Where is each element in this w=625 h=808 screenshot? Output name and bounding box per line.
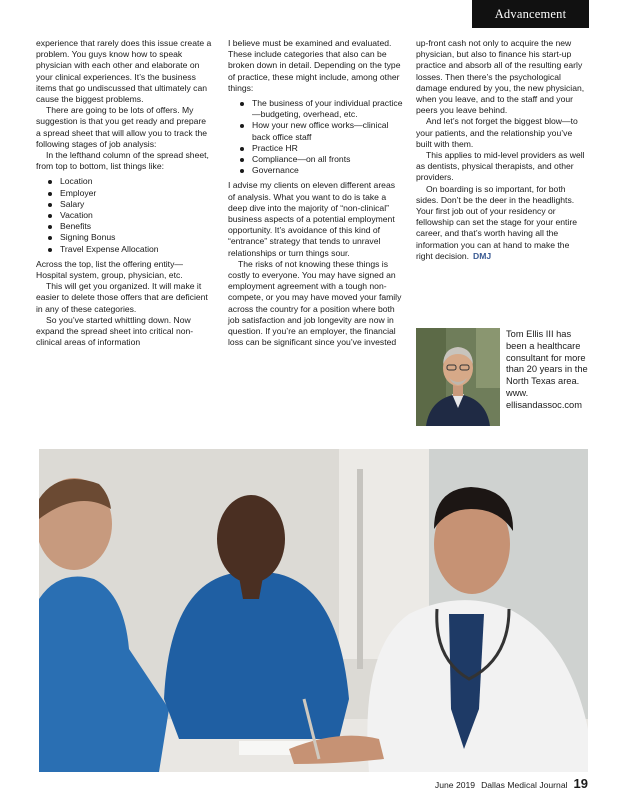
list-item: Vacation — [46, 210, 212, 221]
list-item: Governance — [238, 165, 404, 176]
publication-name: Dallas Medical Journal — [481, 780, 568, 790]
bullet-list — [228, 98, 404, 176]
bullet-list — [36, 176, 212, 254]
paragraph: Across the top, list the offering entity—Hospital system, group, physician, etc. — [36, 258, 183, 281]
paragraph: I advise my clients on eleven different areas of analysis. What you want to do is take a deep dive into the majority of “non-clinical” business aspects of a potential employment opportunity. It’s avoidance of this kind of “entrance” strategy that tends to unravel relationships or turn things sour. — [228, 180, 396, 258]
list-item: The business of your individual practice—budgeting, overhead, etc. — [238, 98, 404, 120]
article-column-1 — [36, 38, 212, 348]
paragraph-text: On boarding is so important, for both sides. Don’t be the deer in the headlights. Your first job out of your residency or fellowship can set the stage for your entire career, and that’s worth having all the information you can at hand to make the right decision. — [416, 183, 577, 261]
paragraph: The risks of not knowing these things is costly to everyone. You may have signed an employment agreement with a tough non-compete, or you may have moved your family across the country for a position where both job satisfaction and job longevity are now in question. If you’re an employer, the financial loss can be significant since you’ve invested — [228, 258, 402, 348]
list-item: Compliance—on all fronts — [238, 154, 404, 165]
issue-date: June 2019 — [434, 780, 476, 790]
paragraph: And let’s not forget the biggest blow—to your patients, and the relationship you’ve built with them. — [416, 116, 578, 149]
doctors-meeting-illustration-icon — [39, 449, 588, 772]
list-item: Benefits — [46, 221, 212, 232]
author-bio: Tom Ellis III has been a healthcare consultant for more than 20 years in the North Texas area. www. ellisandassoc.com — [506, 329, 588, 410]
paragraph: experience that rarely does this issue create a problem. You guys know how to speak physician with each other and elaborate on your clinical experiences. It’s the business items that go undiscussed that ultimately can cause the biggest problems. — [36, 38, 212, 105]
article-column-3 — [416, 38, 588, 262]
list-item: Practice HR — [238, 143, 404, 154]
author-photo — [416, 328, 500, 426]
list-item: Travel Expense Allocation — [46, 244, 212, 255]
paragraph: up-front cash not only to acquire the new physician, but also to finance his start-up practice and absorb all of the resulting early losses. Then there’s the psychological damage endured by you, the new physician, when you leave, and to the staff and your peers you leave behind. — [416, 38, 585, 116]
list-item: How your new office works—clinical back office staff — [238, 120, 404, 142]
paragraph: This applies to mid-level providers as well as dentists, physical therapists, and other providers. — [416, 150, 585, 183]
paragraph — [416, 184, 588, 262]
list-item: Employer — [46, 188, 212, 199]
page-number: 19 — [573, 776, 588, 791]
page-footer — [420, 776, 588, 792]
paragraph: So you’ve started whittling down. Now expand the spread sheet into critical non-clinical areas of information — [36, 314, 194, 348]
author-portrait-icon — [416, 328, 500, 426]
paragraph: This will get you organized. It will make it easier to delete those offers that are deficient in any of these categories. — [36, 281, 208, 314]
list-item: Salary — [46, 199, 212, 210]
article-photo — [39, 449, 588, 772]
end-mark: DMJ — [473, 250, 492, 261]
paragraph: In the lefthand column of the spread sheet, from top to bottom, list things like: — [36, 150, 209, 172]
paragraph: There are going to be lots of offers. My suggestion is that you get ready and prepare a spread sheet that will allow you to track the following stages of job analysis: — [36, 105, 208, 149]
list-item: Location — [46, 176, 212, 187]
paragraph: I believe must be examined and evaluated. These include categories that also can be broken down in detail. Depending on the type of practice, these might include, among other things: — [228, 38, 401, 93]
article-column-2 — [228, 38, 404, 348]
list-item: Signing Bonus — [46, 232, 212, 243]
section-tab: Advancement — [472, 0, 589, 28]
